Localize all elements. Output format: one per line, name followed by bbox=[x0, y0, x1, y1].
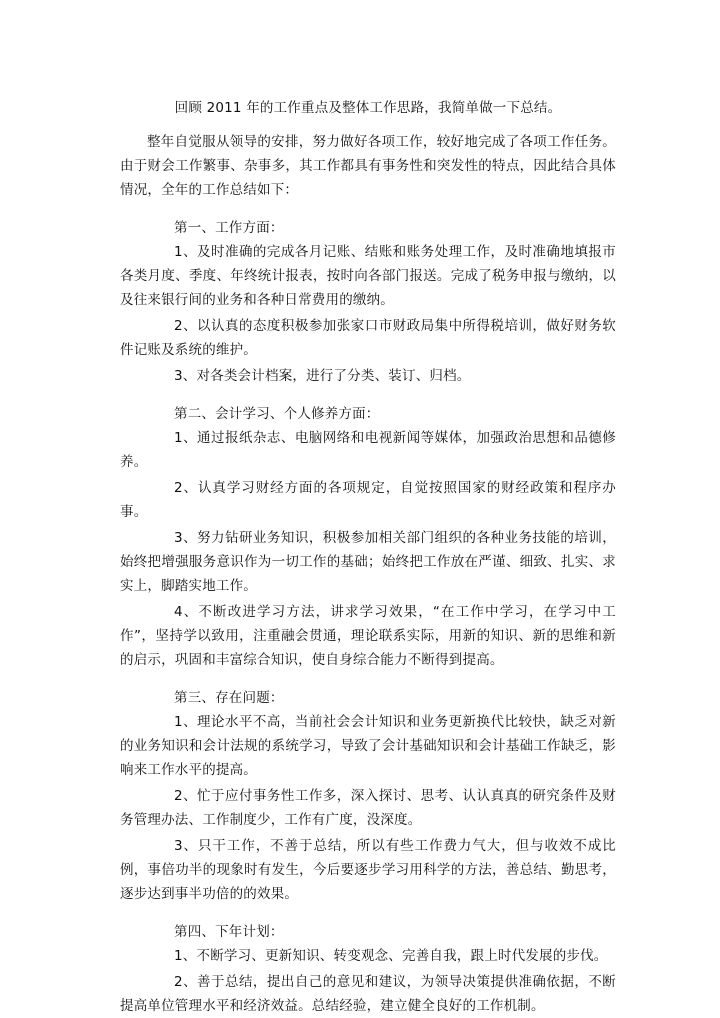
intro-paragraph: 整年自觉服从领导的安排，努力做好各项工作，较好地完成了各项工作任务。由于财会工作繁事、杂事多，其工作都具有事务性和突发性的特点，因此结合具体情况，全年的工作总结如下： bbox=[120, 134, 616, 198]
document-title: 回顾 2011 年的工作重点及整体工作思路，我简单做一下总结。 bbox=[174, 100, 562, 116]
list-item: 1、通过报纸杂志、电脑网络和电视新闻等媒体，加强政治思想和品德修养。 bbox=[120, 430, 616, 470]
list-item: 1、不断学习、更新知识、转变观念、完善自我，跟上时代发展的步伐。 bbox=[174, 948, 608, 964]
list-item: 2、忙于应付事务性工作多，深入探讨、思考、认认真真的研究条件及财务管理办法、工作制度少，工作有广度，没深度。 bbox=[120, 788, 616, 828]
section-heading-work: 第一、工作方面： bbox=[174, 220, 284, 236]
list-item: 1、理论水平不高，当前社会会计知识和业务更新换代比较快，缺乏对新的业务知识和会计法规的系统学习，导致了会计基础知识和会计基础工作缺乏，影响来工作水平的提高。 bbox=[120, 714, 616, 778]
section-heading-plan: 第四、下年计划： bbox=[174, 924, 284, 940]
list-item: 3、对各类会计档案，进行了分类、装订、归档。 bbox=[174, 368, 471, 384]
list-item: 3、只干工作，不善于总结，所以有些工作费力气大，但与收效不成比例，事倍功半的现象时有发生，今后要逐步学习用科学的方法，善总结、勤思考，逐步达到事半功倍的的效果。 bbox=[120, 838, 616, 902]
list-item: 3、努力钻研业务知识，积极参加相关部门组织的各种业务技能的培训，始终把增强服务意识作为一切工作的基础；始终把工作放在严谨、细致、扎实、求实上，脚踏实地工作。 bbox=[120, 530, 616, 594]
list-item: 2、以认真的态度积极参加张家口市财政局集中所得税培训，做好财务软件记账及系统的维护。 bbox=[120, 318, 616, 358]
list-item: 2、善于总结，提出自己的意见和建议，为领导决策提供准确依据，不断提高单位管理水平和经济效益。总结经验，建立健全良好的工作机制。 bbox=[120, 974, 616, 1014]
document-body bbox=[120, 96, 616, 1018]
section-heading-problems: 第三、存在问题： bbox=[174, 690, 284, 706]
list-item: 2、认真学习财经方面的各项规定，自觉按照国家的财经政策和程序办事。 bbox=[120, 480, 616, 520]
list-item: 1、及时准确的完成各月记账、结账和账务处理工作，及时准确地填报市各类月度、季度、年终统计报表，按时向各部门报送。完成了税务申报与缴纳，以及往来银行间的业务和各种日常费用的缴纳。 bbox=[120, 244, 616, 308]
list-item: 4、不断改进学习方法，讲求学习效果，“在工作中学习，在学习中工作”，坚持学以致用，注重融会贯通，理论联系实际，用新的知识、新的思维和新的启示，巩固和丰富综合知识，使自身综合能力不断得到提高。 bbox=[120, 604, 616, 668]
section-heading-study: 第二、会计学习、个人修养方面： bbox=[174, 406, 380, 422]
